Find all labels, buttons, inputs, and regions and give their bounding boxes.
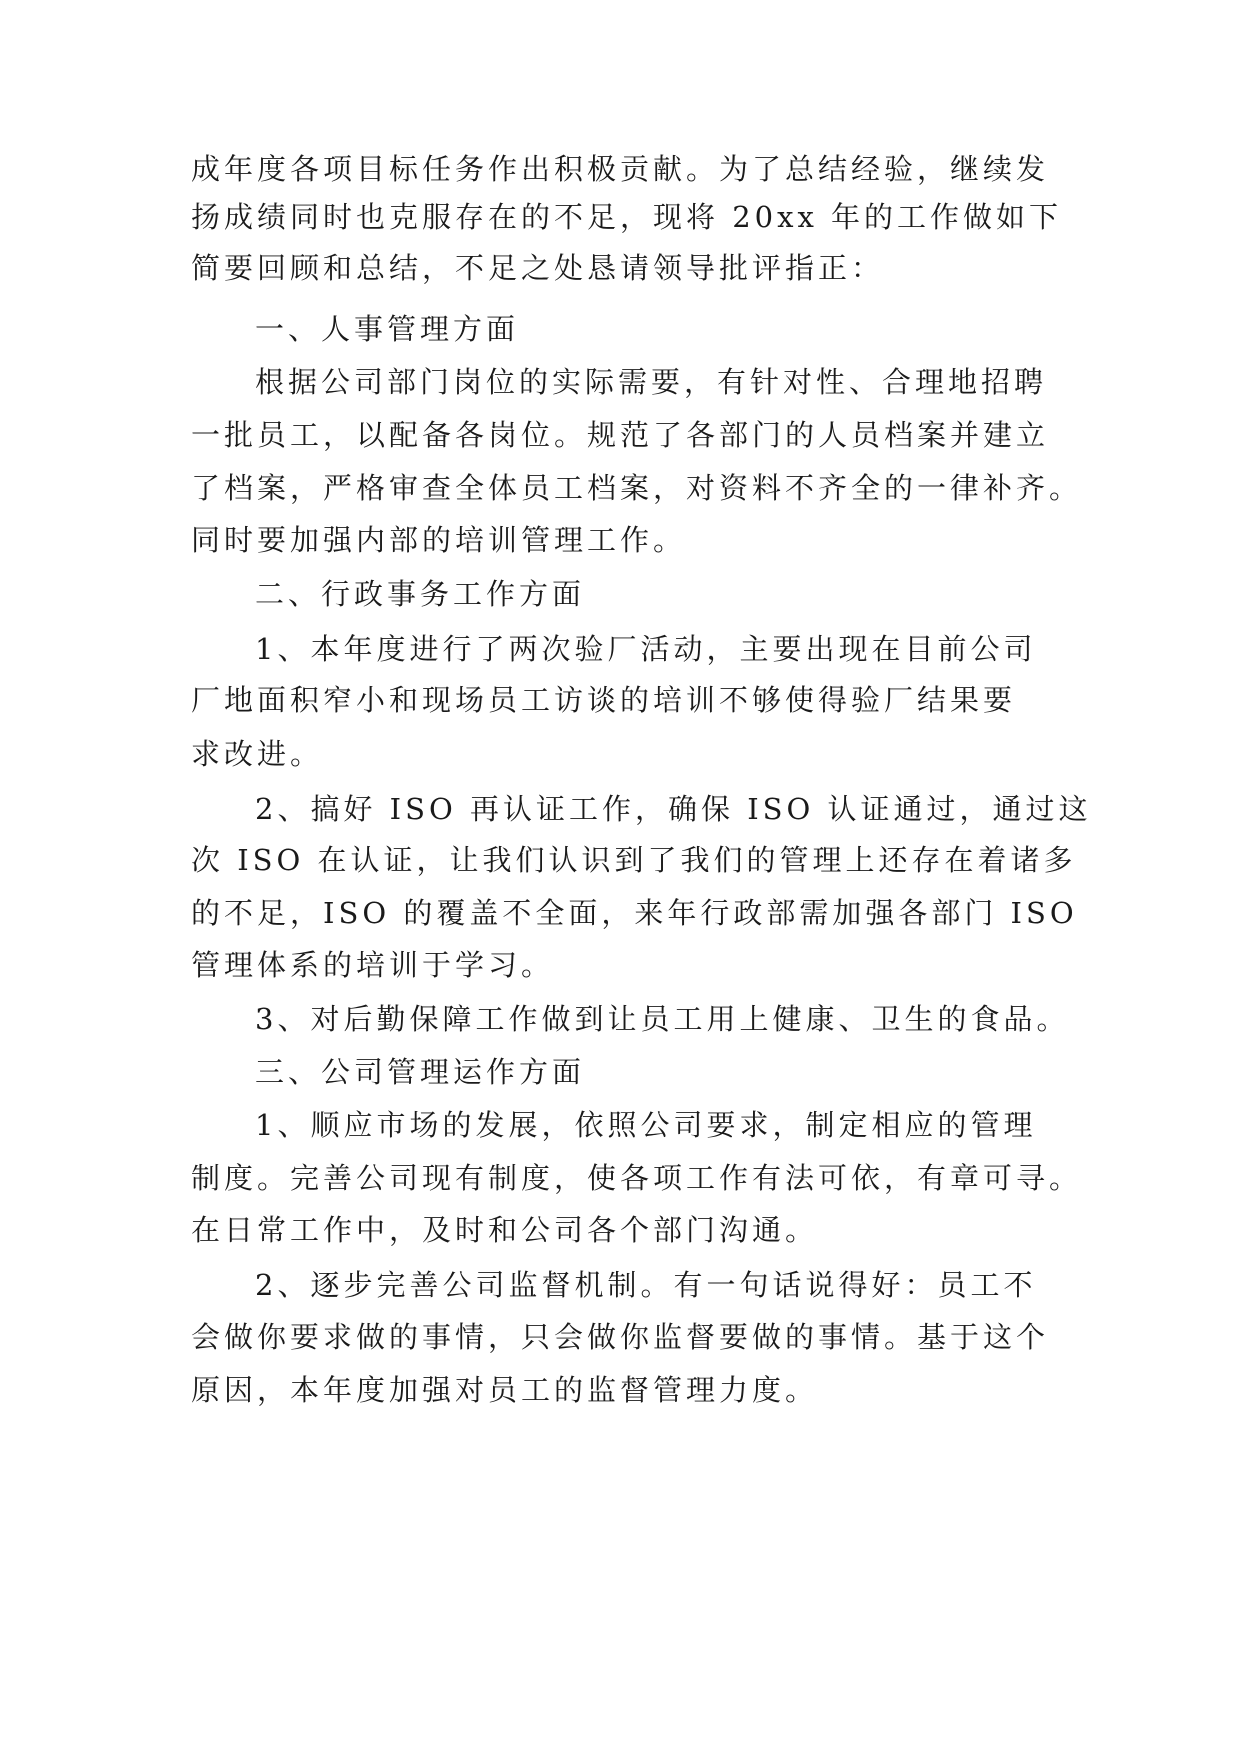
text-line: 的不足，ISO 的覆盖不全面，来年行政部需加强各部门 ISO [191, 896, 1078, 930]
text-line: 制度。完善公司现有制度，使各项工作有法可依，有章可寻。 [191, 1161, 1083, 1195]
text-line: 1、顺应市场的发展，依照公司要求，制定相应的管理 [255, 1108, 1037, 1142]
text-line: 厂地面积窄小和现场员工访谈的培训不够使得验厂结果要 [191, 683, 1017, 717]
text-line: 3、对后勤保障工作做到让员工用上健康、卫生的食品。 [255, 1002, 1070, 1036]
text-line: 成年度各项目标任务作出积极贡献。为了总结经验，继续发 [191, 152, 1050, 186]
text-line: 1、本年度进行了两次验厂活动，主要出现在目前公司 [255, 632, 1037, 666]
text-line: 简要回顾和总结，不足之处恳请领导批评指正： [191, 251, 885, 285]
text-line: 原因，本年度加强对员工的监督管理力度。 [191, 1373, 819, 1407]
text-line: 2、搞好 ISO 再认证工作，确保 ISO 认证通过，通过这 [255, 792, 1092, 826]
section-heading: 二、行政事务工作方面 [255, 577, 586, 611]
text-line: 扬成绩同时也克服存在的不足，现将 20xx 年的工作做如下 [191, 200, 1063, 234]
section-heading: 三、公司管理运作方面 [255, 1055, 586, 1089]
text-line: 2、逐步完善公司监督机制。有一句话说得好：员工不 [255, 1268, 1037, 1302]
text-line: 一批员工，以配备各岗位。规范了各部门的人员档案并建立 [191, 418, 1050, 452]
text-line: 次 ISO 在认证，让我们认识到了我们的管理上还存在着诸多 [191, 843, 1077, 877]
text-line: 同时要加强内部的培训管理工作。 [191, 523, 687, 557]
text-line: 管理体系的培训于学习。 [191, 948, 555, 982]
text-line: 求改进。 [191, 737, 324, 771]
text-line: 根据公司部门岗位的实际需要，有针对性、合理地招聘 [255, 365, 1048, 399]
text-line: 了档案，严格审查全体员工档案，对资料不齐全的一律补齐。 [191, 471, 1083, 505]
text-line: 会做你要求做的事情，只会做你监督要做的事情。基于这个 [191, 1320, 1050, 1354]
section-heading: 一、人事管理方面 [255, 312, 520, 346]
text-line: 在日常工作中，及时和公司各个部门沟通。 [191, 1213, 819, 1247]
